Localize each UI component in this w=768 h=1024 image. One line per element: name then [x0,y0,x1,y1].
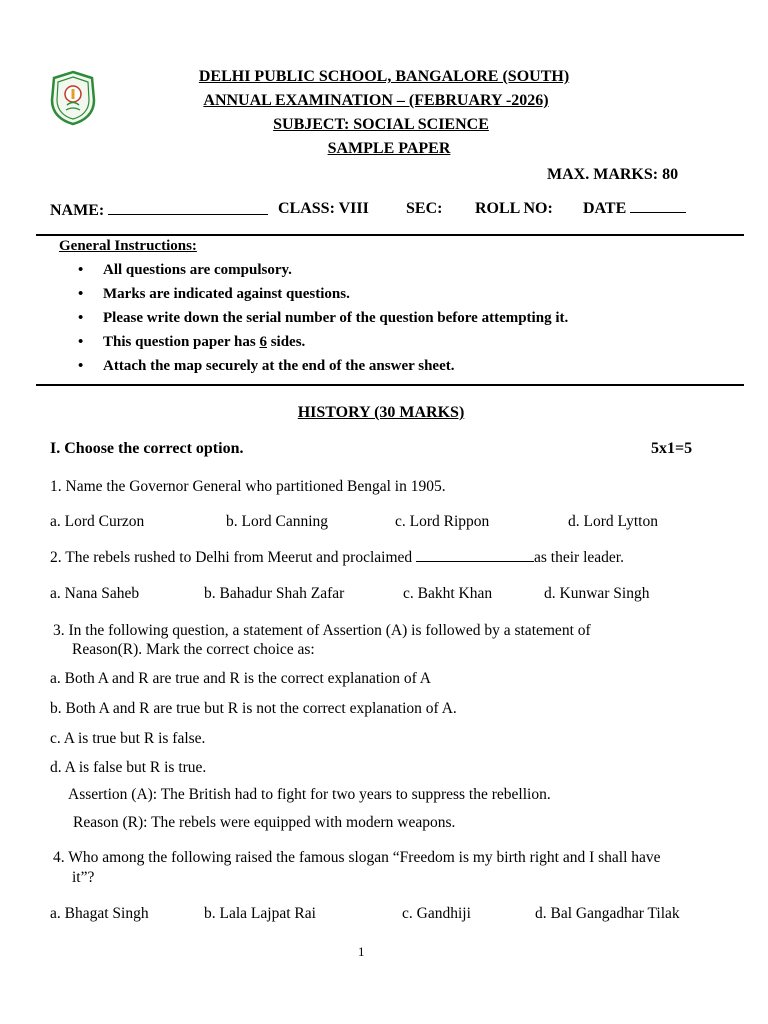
bullet-icon: • [78,334,84,350]
assertion: Assertion (A): The British had to fight for two years to suppress the rebellion. [68,786,551,803]
q3-option-b: b. Both A and R are true but R is not the correct explanation of A. [50,700,457,717]
exam-title: ANNUAL EXAMINATION – (FEBRUARY -2026) [203,92,549,109]
name-label: NAME: [50,202,268,220]
sec-label: SEC: [406,200,443,217]
bullet-icon: • [78,358,84,374]
question-3-line-2: Reason(R). Mark the correct choice as: [72,641,315,658]
date-label: DATE [583,200,686,218]
class-label: CLASS: VIII [278,200,369,217]
question-1: 1. Name the Governor General who partitioned Bengal in 1905. [50,478,446,495]
bullet-icon: • [78,310,84,326]
q3-option-a: a. Both A and R are true and R is the correct explanation of A [50,670,431,687]
roll-label: ROLL NO: [475,200,553,217]
page-number: 1 [358,944,365,959]
q4-option-b: b. Lala Lajpat Rai [204,905,316,922]
paper-title: SAMPLE PAPER [327,140,451,157]
q1-option-c: c. Lord Rippon [395,513,490,530]
bullet-icon: • [78,286,84,302]
history-heading: HISTORY (30 MARKS) [297,404,465,421]
q3-option-d: d. A is false but R is true. [50,759,207,776]
answer-blank[interactable] [416,561,534,562]
divider-bottom [36,384,744,386]
max-marks: MAX. MARKS: 80 [547,166,679,183]
q2-option-b: b. Bahadur Shah Zafar [204,585,345,602]
instructions-title: General Instructions: [59,238,197,254]
bullet-icon: • [78,262,84,278]
q2-option-c: c. Bakht Khan [403,585,493,602]
question-4-line-2: it”? [72,869,95,886]
question-2: 2. The rebels rushed to Delhi from Meerut and proclaimed as their leader. [50,549,624,566]
q3-option-c: c. A is true but R is false. [50,730,206,747]
divider-top [36,234,744,236]
q1-option-d: d. Lord Lytton [568,513,658,530]
section-heading: I. Choose the correct option. [50,440,244,457]
question-4-line-1: 4. Who among the following raised the famous slogan “Freedom is my birth right and I shall have [53,849,661,866]
date-blank[interactable] [630,212,686,213]
q4-option-a: a. Bhagat Singh [50,905,149,922]
subject-title: SUBJECT: SOCIAL SCIENCE [273,116,489,133]
question-3-line-1: 3. In the following question, a statement of Assertion (A) is followed by a statement of [53,622,591,639]
name-blank[interactable] [108,214,268,215]
q4-option-c: c. Gandhiji [402,905,471,922]
school-name: DELHI PUBLIC SCHOOL, BANGALORE (SOUTH) [198,68,570,85]
q1-option-b: b. Lord Canning [226,513,329,530]
q1-option-a: a. Lord Curzon [50,513,145,530]
q2-option-a: a. Nana Saheb [50,585,140,602]
section-marks: 5x1=5 [651,440,693,457]
q2-option-d: d. Kunwar Singh [544,585,650,602]
sides-count: 6 [259,334,267,350]
reason: Reason (R): The rebels were equipped with modern weapons. [73,814,456,831]
q4-option-d: d. Bal Gangadhar Tilak [535,905,680,922]
